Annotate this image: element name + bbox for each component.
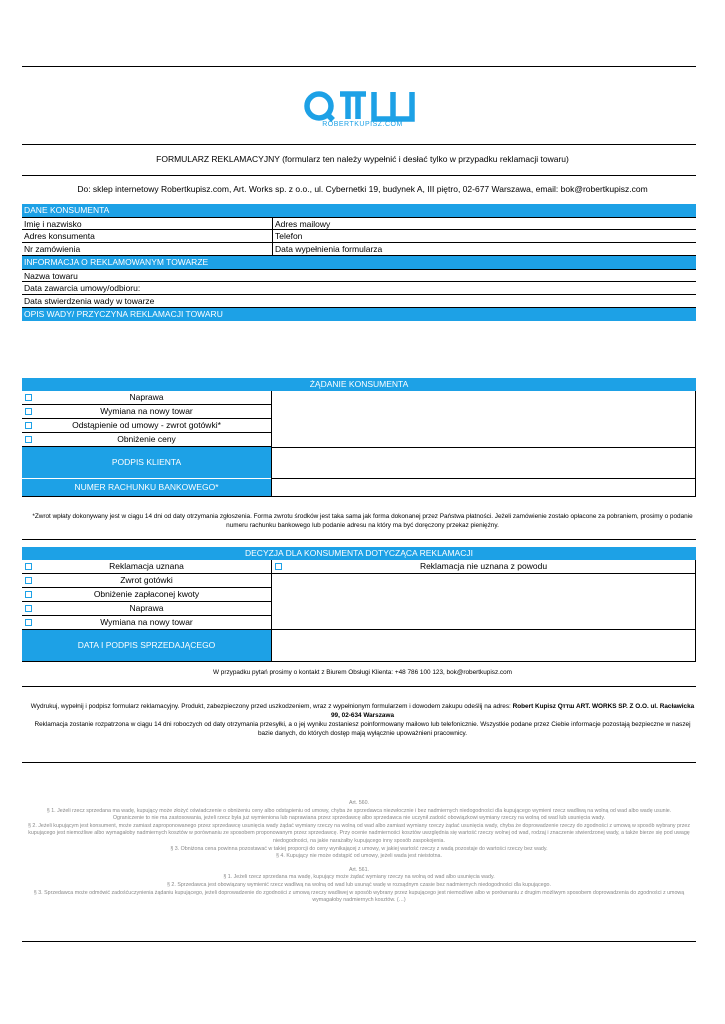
- contact-info: W przypadku pytań prosimy o kontakt z Biurem Obsługi Klienta: +48 786 100 123, bok@robertkupisz.com: [212, 669, 512, 676]
- option-label: Naprawa: [129, 392, 164, 402]
- checkbox-icon[interactable]: [25, 619, 32, 626]
- checkbox-icon[interactable]: [25, 394, 32, 401]
- consumer-header: DANE KONSUMENTA: [22, 204, 696, 217]
- option-label: Wymiana na nowy towar: [100, 617, 193, 627]
- date-label: Data wypełnienia formularza: [272, 243, 382, 256]
- defect-header: OPIS WADY/ PRZYCZYNA REKLAMACJI TOWARU: [22, 308, 696, 321]
- form-title: FORMULARZ REKLAMACYJNY (formularz ten należy wypełnić i desłać tylko w przypadku reklamacji towaru): [156, 154, 569, 164]
- legal-line: § 1. Jeżeli rzecz sprzedana ma wadę, kupujący może złożyć oświadczenie o obniżeniu ceny albo odstąpieniu od umowy, chyba że sprzedawca niezwłocznie i bez nadmiernych niedogodności dla kupującego wymieni rzecz wadliwą na wolną od wad albo wadę usunie.: [46, 807, 672, 814]
- top-rule: [22, 66, 696, 67]
- decision-table: [22, 547, 696, 663]
- option-label: Obniżenie ceny: [117, 434, 176, 444]
- seller-signature-label: DATA I PODPIS SPRZEDAJĄCEGO: [22, 630, 271, 661]
- brand-site: ROBERTKUPISZ.COM: [322, 121, 403, 128]
- demand-option[interactable]: [22, 391, 271, 405]
- option-label: Odstąpienie od umowy - zwrot gotówki*: [72, 420, 221, 430]
- table-row: [22, 282, 696, 295]
- rule: [22, 144, 696, 145]
- order-label: Nr zamówienia: [24, 244, 81, 254]
- divider: [272, 447, 695, 448]
- checkbox-icon[interactable]: [275, 563, 282, 570]
- checkbox-icon[interactable]: [25, 436, 32, 443]
- option-label: Obniżenie zapłaconej kwoty: [93, 589, 200, 599]
- defect-date-label: Data stwierdzenia wady w towarze: [24, 296, 155, 306]
- addressee: Do: sklep internetowy Robertkupisz.com, Art. Works sp. z o.o., ul. Cybernetki 19, budynek A, III piętro, 02-677 Warszawa, email: bok@robertkupisz.com: [77, 184, 648, 194]
- legal-line: § 3. Obniżona cena powinna pozostawać w takiej proporcji do ceny wynikającej z umowy, w jakiej wartość rzeczy z wadą pozostaje do wartości rzeczy bez wady.: [170, 845, 548, 852]
- checkbox-icon[interactable]: [25, 408, 32, 415]
- legal-line: § 4. Kupujący nie może odstąpić od umowy, jeżeli wada jest nieistotna.: [276, 853, 442, 860]
- checkbox-icon[interactable]: [25, 422, 32, 429]
- client-signature-label: PODPIS KLIENTA: [22, 447, 271, 478]
- option-label: Reklamacja nie uznana z powodu: [419, 561, 548, 571]
- checkbox-icon[interactable]: [25, 563, 32, 570]
- option-label: Wymiana na nowy towar: [100, 406, 193, 416]
- checkbox-icon[interactable]: [25, 577, 32, 584]
- return-address: Robert Kupisz Qттш ART. WORKS SP. Z O.O. ul. Racławicka 99, 02-634 Warszawa: [331, 703, 695, 719]
- decision-body: [22, 560, 696, 662]
- divider: [271, 391, 272, 497]
- email-label: Adres mailowy: [272, 218, 330, 230]
- demand-option[interactable]: [22, 433, 271, 447]
- demand-option[interactable]: [22, 405, 271, 419]
- instructions-line1: Wydrukuj, wypełnij i podpisz formularz reklamacyjny. Produkt, zabezpieczony przed uszkodzeniem, wraz z wypełnionym formularzem i dowodem zakupu odeślij na adres:: [30, 703, 511, 710]
- legal-line: Art. 560.: [348, 800, 370, 806]
- demand-header: ŻĄDANIE KONSUMENTA: [22, 378, 696, 391]
- legal-text: [22, 800, 696, 905]
- footnote: *Zwrot wpłaty dokonywany jest w ciągu 14 dni od daty otrzymania zgłoszenia. Forma zwrotu środków jest taka sama jak forma dokonanej przez Państwa płatności. Jeżeli zamówienie zostało opłacone za pobraniem, prosimy o podanie numeru rachunku bankowego lub podanie adresu na który ma być doręczony przekaz pieniężny.: [32, 513, 693, 529]
- rule: [22, 539, 696, 540]
- product-name-label: Nazwa towaru: [24, 271, 78, 281]
- table-row: [22, 269, 696, 282]
- rule: [22, 175, 696, 176]
- legal-line: § 2. Sprzedawca jest obowiązany wymienić rzecz wadliwą na wolną od wad lub usunąć wadę w rozsądnym czasie bez nadmiernych niedogodności dla kupującego.: [167, 881, 551, 888]
- divider: [272, 629, 695, 630]
- divider: [272, 478, 695, 479]
- decision-option[interactable]: [22, 560, 271, 574]
- decision-option[interactable]: [22, 574, 271, 588]
- table-row: [22, 217, 696, 230]
- decision-option[interactable]: [22, 588, 271, 602]
- demand-table: [22, 378, 696, 498]
- option-label: Reklamacja uznana: [109, 561, 184, 571]
- product-header: INFORMACJA O REKLAMOWANYM TOWARZE: [22, 256, 696, 269]
- address-label: Adres konsumenta: [24, 231, 95, 241]
- table-row: [22, 230, 696, 243]
- decision-option[interactable]: [22, 602, 271, 616]
- bank-account-label: NUMER RACHUNKU BANKOWEGO*: [22, 479, 271, 496]
- contract-date-label: Data zawarcia umowy/odbioru:: [24, 283, 141, 293]
- consumer-table: [22, 204, 696, 321]
- option-label: Naprawa: [129, 603, 164, 613]
- divider: [271, 560, 272, 662]
- decision-header: DECYZJA DLA KONSUMENTA DOTYCZĄCA REKLAMACJI: [22, 547, 696, 560]
- rule: [22, 941, 696, 942]
- rule: [22, 762, 696, 763]
- legal-line: § 1. Jeżeli rzecz sprzedana ma wadę, kupujący może żądać wymiany rzeczy na wolną od wad albo usunięcia wady.: [223, 874, 495, 881]
- demand-option[interactable]: [22, 419, 271, 433]
- name-label: Imię i nazwisko: [24, 219, 82, 229]
- phone-label: Telefon: [272, 230, 302, 243]
- table-row: [22, 295, 696, 308]
- checkbox-icon[interactable]: [25, 591, 32, 598]
- option-label: Zwrot gotówki: [120, 575, 173, 585]
- rule: [22, 686, 696, 687]
- legal-line: Ograniczenie to nie ma zastosowania, jeżeli rzecz była już wymieniona lub naprawiana przez sprzedawcę albo sprzedawca nie uczynił zadość obowiązkowi wymiany rzeczy na wolną od wad lub usunięcia wady.: [112, 815, 606, 822]
- decision-option[interactable]: [22, 616, 271, 630]
- instructions: [30, 702, 695, 738]
- checkbox-icon[interactable]: [25, 605, 32, 612]
- legal-line: § 3. Sprzedawca może odmówić zadośćuczynienia żądaniu kupującego, jeżeli doprowadzenie do zgodności z umową rzeczy wadliwej w sposób wybrany przez kupującego jest niemożliwe albo w porównaniu z drugim możliwym sposobem doprowadzenia do zgodności z umową wymagałoby nadmiernych kosztów. (…): [33, 889, 685, 904]
- decision-option-rejected[interactable]: [272, 560, 695, 574]
- demand-body: [22, 391, 696, 497]
- instructions-line2: Reklamacja zostanie rozpatrzona w ciągu 14 dni roboczych od daty otrzymania przesyłki, a o jej wyniku zostaniesz poinformowany mailowo lub telefonicznie. Wszystkie podane przez Ciebie informacje pozostają bezpieczne w naszej bazie danych, do których dostęp mają wyłącznie upoważnieni pracownicy.: [34, 721, 691, 737]
- table-row: [22, 243, 696, 256]
- legal-line: § 2. Jeżeli kupującym jest konsument, może zamiast zaproponowanego przez sprzedawcę usunięcia wady żądać wymiany rzeczy na wolną od wad albo zamiast wymiany rzeczy żądać usunięcia wady, chyba że doprowadzenie rzeczy do zgodności z umową w sposób wybrany przez kupującego jest niemożliwe albo wymagałoby nadmiernych kosztów w porównaniu ze sposobem proponowanym przez sprzedawcę. Przy ocenie nadmierności kosztów uwzględnia się wartość rzeczy wolnej od wad, rodzaj i znaczenie stwierdzonej wady, a także bierze się pod uwagę niedogodności, na jakie narażałby kupującego inny sposób zaspokojenia.: [27, 822, 691, 844]
- legal-line: Art. 561.: [348, 866, 370, 873]
